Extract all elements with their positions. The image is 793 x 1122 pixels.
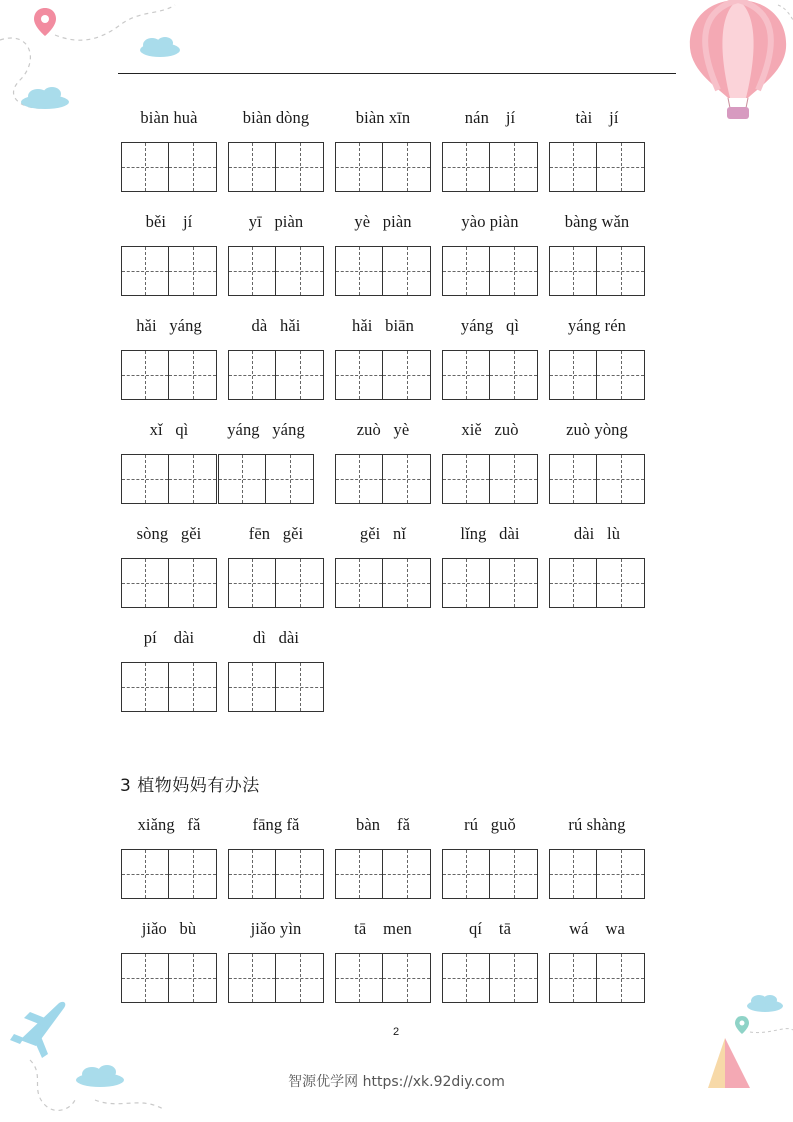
writing-box[interactable] bbox=[218, 454, 314, 504]
writing-box[interactable] bbox=[335, 454, 431, 504]
corner-decoration-bottom-right bbox=[690, 990, 793, 1122]
tianzige-square[interactable] bbox=[490, 247, 537, 295]
tianzige-square[interactable] bbox=[276, 850, 323, 898]
tianzige-square[interactable] bbox=[443, 850, 490, 898]
tianzige-square[interactable] bbox=[597, 559, 644, 607]
pinyin-label: zuò yòng bbox=[566, 420, 628, 439]
tianzige-square[interactable] bbox=[443, 559, 490, 607]
tianzige-square[interactable] bbox=[169, 143, 216, 191]
pinyin-label: xiě zuò bbox=[461, 420, 519, 439]
writing-box[interactable] bbox=[442, 454, 538, 504]
tianzige-square[interactable] bbox=[443, 351, 490, 399]
tianzige-square[interactable] bbox=[550, 247, 597, 295]
writing-box[interactable] bbox=[335, 142, 431, 192]
pinyin-label: yáng qì bbox=[460, 316, 520, 335]
tianzige-square[interactable] bbox=[276, 143, 323, 191]
pinyin-label: bàng wǎn bbox=[564, 212, 630, 231]
location-pin-icon bbox=[34, 8, 56, 36]
writing-box[interactable] bbox=[335, 246, 431, 296]
tianzige-square[interactable] bbox=[550, 351, 597, 399]
tianzige-square[interactable] bbox=[169, 351, 216, 399]
pinyin-label: wá wa bbox=[569, 919, 625, 938]
cloud-icon bbox=[747, 995, 783, 1012]
tianzige-square[interactable] bbox=[266, 455, 313, 503]
tianzige-square[interactable] bbox=[383, 850, 430, 898]
writing-box[interactable] bbox=[121, 246, 217, 296]
writing-box[interactable] bbox=[228, 246, 324, 296]
tianzige-square[interactable] bbox=[550, 850, 597, 898]
writing-box[interactable] bbox=[442, 350, 538, 400]
writing-box[interactable] bbox=[228, 350, 324, 400]
corner-decoration-top-left bbox=[0, 0, 200, 120]
writing-box[interactable] bbox=[442, 953, 538, 1003]
tianzige-square[interactable] bbox=[383, 143, 430, 191]
pinyin-label: hǎi yáng bbox=[136, 316, 202, 335]
tianzige-square[interactable] bbox=[336, 559, 383, 607]
writing-box[interactable] bbox=[228, 558, 324, 608]
writing-box[interactable] bbox=[228, 142, 324, 192]
tianzige-square[interactable] bbox=[169, 559, 216, 607]
tianzige-square[interactable] bbox=[229, 247, 276, 295]
tianzige-square[interactable] bbox=[490, 850, 537, 898]
tianzige-square[interactable] bbox=[490, 143, 537, 191]
pinyin-label: bàn fǎ bbox=[355, 815, 411, 834]
pinyin-label: dà hǎi bbox=[251, 316, 301, 335]
tianzige-square[interactable] bbox=[597, 143, 644, 191]
tianzige-square[interactable] bbox=[169, 663, 216, 711]
tianzige-square[interactable] bbox=[122, 559, 169, 607]
tianzige-square[interactable] bbox=[443, 455, 490, 503]
writing-box[interactable] bbox=[121, 454, 217, 504]
tianzige-square[interactable] bbox=[169, 247, 216, 295]
tianzige-square[interactable] bbox=[336, 351, 383, 399]
writing-box[interactable] bbox=[549, 350, 645, 400]
writing-box[interactable] bbox=[549, 953, 645, 1003]
writing-box[interactable] bbox=[228, 849, 324, 899]
pinyin-label: yī piàn bbox=[248, 212, 304, 231]
tianzige-square[interactable] bbox=[276, 559, 323, 607]
pinyin-label: biàn huà bbox=[140, 108, 198, 127]
tianzige-square[interactable] bbox=[276, 954, 323, 1002]
tianzige-square[interactable] bbox=[122, 351, 169, 399]
writing-box[interactable] bbox=[121, 953, 217, 1003]
pinyin-label: yào piàn bbox=[461, 212, 519, 231]
pinyin-label: fēn gěi bbox=[248, 524, 304, 543]
pinyin-label: xǐ qì bbox=[149, 420, 189, 439]
tianzige-square[interactable] bbox=[550, 143, 597, 191]
pinyin-label: tā men bbox=[354, 919, 412, 938]
tianzige-square[interactable] bbox=[122, 247, 169, 295]
pinyin-label: gěi nǐ bbox=[359, 524, 407, 543]
pinyin-label: tài jí bbox=[575, 108, 619, 127]
pinyin-label: jiǎo yìn bbox=[250, 919, 302, 938]
pinyin-label: jiǎo bù bbox=[141, 919, 197, 938]
tianzige-square[interactable] bbox=[169, 850, 216, 898]
pinyin-label: yáng yáng bbox=[227, 420, 305, 439]
tianzige-square[interactable] bbox=[169, 455, 216, 503]
tianzige-square[interactable] bbox=[383, 954, 430, 1002]
writing-box[interactable] bbox=[549, 849, 645, 899]
tianzige-square[interactable] bbox=[550, 455, 597, 503]
tianzige-square[interactable] bbox=[276, 351, 323, 399]
tianzige-square[interactable] bbox=[550, 559, 597, 607]
writing-box[interactable] bbox=[442, 558, 538, 608]
pinyin-label: lǐng dài bbox=[460, 524, 520, 543]
tianzige-square[interactable] bbox=[336, 455, 383, 503]
page-number: 2 bbox=[392, 1026, 400, 1038]
tianzige-square[interactable] bbox=[219, 455, 266, 503]
writing-box[interactable] bbox=[121, 142, 217, 192]
tianzige-square[interactable] bbox=[276, 663, 323, 711]
tianzige-square[interactable] bbox=[122, 663, 169, 711]
pinyin-label: rú shàng bbox=[568, 815, 626, 834]
tianzige-square[interactable] bbox=[597, 954, 644, 1002]
location-pin-icon bbox=[735, 1016, 749, 1034]
pinyin-label: hǎi biān bbox=[352, 316, 414, 335]
tianzige-square[interactable] bbox=[122, 954, 169, 1002]
header-rule bbox=[118, 73, 676, 74]
pinyin-label: dài lù bbox=[573, 524, 621, 543]
writing-box[interactable] bbox=[121, 662, 217, 712]
tianzige-square[interactable] bbox=[490, 455, 537, 503]
tianzige-square[interactable] bbox=[443, 247, 490, 295]
tianzige-square[interactable] bbox=[597, 351, 644, 399]
cloud-icon bbox=[140, 37, 180, 57]
writing-box[interactable] bbox=[121, 558, 217, 608]
writing-box[interactable] bbox=[549, 558, 645, 608]
writing-box[interactable] bbox=[335, 849, 431, 899]
pinyin-label: yáng rén bbox=[567, 316, 627, 335]
pinyin-label: běi jí bbox=[145, 212, 193, 231]
pinyin-label: pí dài bbox=[143, 628, 195, 647]
writing-box[interactable] bbox=[335, 953, 431, 1003]
tianzige-square[interactable] bbox=[336, 850, 383, 898]
writing-box[interactable] bbox=[335, 350, 431, 400]
section-title: 3 植物妈妈有办法 bbox=[120, 776, 260, 796]
pinyin-label: biàn dòng bbox=[242, 108, 310, 127]
writing-box[interactable] bbox=[228, 953, 324, 1003]
tianzige-square[interactable] bbox=[229, 954, 276, 1002]
writing-box[interactable] bbox=[228, 662, 324, 712]
pinyin-label: qí tā bbox=[468, 919, 512, 938]
tianzige-square[interactable] bbox=[383, 247, 430, 295]
tianzige-square[interactable] bbox=[490, 559, 537, 607]
tianzige-square[interactable] bbox=[229, 850, 276, 898]
pinyin-label: nán jí bbox=[464, 108, 516, 127]
pinyin-label: zuò yè bbox=[356, 420, 410, 439]
writing-box[interactable] bbox=[442, 246, 538, 296]
tianzige-square[interactable] bbox=[122, 850, 169, 898]
tianzige-square[interactable] bbox=[597, 247, 644, 295]
corner-decoration-bottom-left bbox=[0, 990, 200, 1122]
pinyin-label: rú guǒ bbox=[464, 815, 516, 834]
airplane-icon bbox=[10, 1002, 65, 1058]
tianzige-square[interactable] bbox=[383, 559, 430, 607]
writing-box[interactable] bbox=[442, 849, 538, 899]
tianzige-square[interactable] bbox=[122, 143, 169, 191]
pinyin-label: sòng gěi bbox=[136, 524, 202, 543]
tianzige-square[interactable] bbox=[490, 351, 537, 399]
tianzige-square[interactable] bbox=[443, 143, 490, 191]
tianzige-square[interactable] bbox=[169, 954, 216, 1002]
writing-box[interactable] bbox=[549, 454, 645, 504]
tianzige-square[interactable] bbox=[443, 954, 490, 1002]
hot-air-balloon-icon bbox=[678, 0, 793, 125]
tianzige-square[interactable] bbox=[336, 247, 383, 295]
tianzige-square[interactable] bbox=[383, 351, 430, 399]
tianzige-square[interactable] bbox=[336, 143, 383, 191]
writing-box[interactable] bbox=[121, 350, 217, 400]
writing-box[interactable] bbox=[335, 558, 431, 608]
tianzige-square[interactable] bbox=[229, 351, 276, 399]
tianzige-square[interactable] bbox=[597, 455, 644, 503]
pinyin-label: dì dài bbox=[252, 628, 300, 647]
tianzige-square[interactable] bbox=[383, 455, 430, 503]
tianzige-square[interactable] bbox=[276, 247, 323, 295]
tianzige-square[interactable] bbox=[336, 954, 383, 1002]
pinyin-label: yè piàn bbox=[354, 212, 412, 231]
writing-box[interactable] bbox=[121, 849, 217, 899]
tianzige-square[interactable] bbox=[229, 143, 276, 191]
tianzige-square[interactable] bbox=[550, 954, 597, 1002]
pinyin-label: fāng fǎ bbox=[252, 815, 300, 834]
writing-box[interactable] bbox=[442, 142, 538, 192]
tianzige-square[interactable] bbox=[229, 663, 276, 711]
tianzige-square[interactable] bbox=[597, 850, 644, 898]
footer-watermark: 智源优学网 https://xk.92diy.com bbox=[288, 1074, 505, 1090]
tianzige-square[interactable] bbox=[229, 559, 276, 607]
pinyin-label: biàn xīn bbox=[355, 108, 411, 127]
cloud-icon bbox=[21, 87, 69, 109]
pinyin-label: xiǎng fǎ bbox=[137, 815, 201, 834]
writing-box[interactable] bbox=[549, 246, 645, 296]
writing-box[interactable] bbox=[549, 142, 645, 192]
tianzige-square[interactable] bbox=[490, 954, 537, 1002]
tianzige-square[interactable] bbox=[122, 455, 169, 503]
